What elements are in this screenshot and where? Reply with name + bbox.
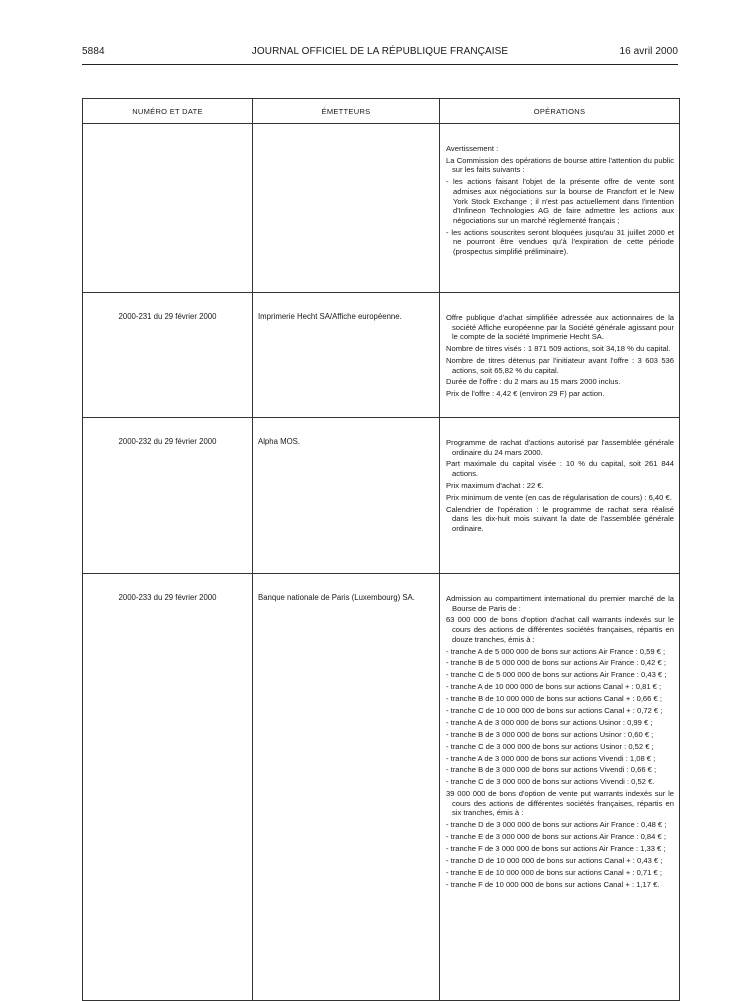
operation-paragraph: Prix minimum de vente (en cas de régularisation de cours) : 6,40 €. [446,492,672,502]
row-number-date: 2000-232 du 29 février 2000 [83,418,253,574]
operation-list-item: - tranche D de 10 000 000 de bons sur actions Canal + : 0,43 € ; [446,856,663,865]
operation-paragraph: Calendrier de l'opération : le programme de rachat sera réalisé dans les dix-huit mois suivant la date de l'assemblée générale ordinaire. [446,504,674,533]
operation-paragraph: Prix maximum d'achat : 22 €. [446,480,544,490]
operation-paragraph: Part maximale du capital visée : 10 % du capital, soit 261 844 actions. [446,459,674,479]
table-row [83,124,680,293]
page-number: 5884 [82,46,105,57]
row-number-date: 2000-233 du 29 février 2000 [83,574,253,1001]
operation-list-item: - tranche A de 5 000 000 de bons sur actions Air France : 0,59 € ; [446,646,666,656]
header-rule [82,64,678,65]
row-number-date [83,124,253,293]
table-row [83,574,680,1001]
row-issuer: Banque nationale de Paris (Luxembourg) SA. [253,574,440,1001]
operation-list-item: - tranche B de 10 000 000 de bons sur actions Canal + : 0,66 € ; [446,694,662,704]
operation-list-item: - tranche A de 3 000 000 de bons sur actions Vivendi : 1,08 € ; [446,753,656,763]
operation-list-item: - les actions faisant l'objet de la présente offre de vente sont admises aux négociations sur la bourse de Francfort et le New York Stock Exchange ; il n'est pas actuellement dans l'intention d'Infineon Technologies AG de faire admettre les actions aux négociations sur un marché réglementé français ; [446,177,674,225]
column-header-operations: OPÉRATIONS [440,99,680,124]
column-header-number-date: NUMÉRO ET DATE [83,99,253,124]
row-issuer [253,124,440,293]
operation-paragraph: Programme de rachat d'actions autorisé par l'assemblée générale ordinaire du 24 mars 2000. [446,438,674,457]
row-number-date: 2000-231 du 29 février 2000 [83,293,253,418]
row-operations [440,574,680,1001]
table-header-row [83,99,680,124]
operation-paragraph: Avertissement : [446,144,499,153]
operation-list-item: - tranche C de 5 000 000 de bons sur actions Air France : 0,43 € ; [446,670,667,680]
operation-paragraph: Nombre de titres visés : 1 871 509 actions, soit 34,18 % du capital. [446,344,671,354]
operation-paragraph: La Commission des opérations de bourse attire l'attention du public sur les faits suivants : [446,155,674,175]
operation-list-item: - tranche B de 3 000 000 de bons sur actions Vivendi : 0,66 € ; [446,765,657,775]
operation-list-item: - tranche C de 3 000 000 de bons sur actions Vivendi : 0,52 €. [446,777,655,787]
table-row [83,293,680,418]
row-operations [440,293,680,418]
column-header-issuers: ÉMETTEURS [253,99,440,124]
operation-paragraph: Admission au compartiment international du premier marché de la Bourse de Paris de : [446,594,674,613]
operation-list-item: - tranche B de 3 000 000 de bons sur actions Usinor : 0,60 € ; [446,729,654,739]
operation-list-item: - tranche A de 10 000 000 de bons sur actions Canal + : 0,81 € ; [446,682,662,692]
operation-list-item: - tranche C de 3 000 000 de bons sur actions Usinor : 0,52 € ; [446,741,654,751]
page-header [82,46,678,62]
operation-list-item: - tranche C de 10 000 000 de bons sur actions Canal + : 0,72 € ; [446,706,663,716]
row-operations [440,124,680,293]
operation-list-item: - les actions souscrites seront bloquées jusqu'au 31 juillet 2000 et ne pourront être vendues qu'à l'expiration de cette période (prospectus simplifié préliminaire). [446,227,674,256]
issue-date: 16 avril 2000 [619,46,678,57]
operation-list-item: - tranche B de 5 000 000 de bons sur actions Air France : 0,42 € ; [446,658,666,668]
operation-paragraph: Nombre de titres détenus par l'initiateur avant l'offre : 3 603 536 actions, soit 65,82 % du capital. [446,355,674,375]
table-row [83,418,680,574]
journal-title: JOURNAL OFFICIEL DE LA RÉPUBLIQUE FRANÇAISE [251,46,509,57]
operation-list-item: - tranche F de 3 000 000 de bons sur actions Air France : 1,33 € ; [446,844,666,854]
operation-paragraph: Prix de l'offre : 4,42 € (environ 29 F) par action. [446,389,605,399]
operation-list-item: - tranche F de 10 000 000 de bons sur actions Canal + : 1,17 €. [446,879,660,889]
operation-paragraph: 39 000 000 de bons d'option de vente put warrants indexés sur le cours des actions de différentes sociétés françaises, répartis en six tranches, émis à : [446,789,674,818]
row-operations [440,418,680,574]
operation-list-item: - tranche E de 3 000 000 de bons sur actions Air France : 0,84 € ; [446,832,666,842]
row-issuer: Imprimerie Hecht SA/Affiche européenne. [253,293,440,418]
operations-table [82,98,680,1001]
operation-list-item: - tranche A de 3 000 000 de bons sur actions Usinor : 0,99 € ; [446,717,653,727]
row-issuer: Alpha MOS. [253,418,440,574]
operation-paragraph: Durée de l'offre : du 2 mars au 15 mars 2000 inclus. [446,377,621,387]
operation-paragraph: Offre publique d'achat simplifiée adressée aux actionnaires de la société Affiche européenne par la Société générale agissant pour le compte de la société Imprimerie Hecht SA. [446,313,674,342]
operation-paragraph: 63 000 000 de bons d'option d'achat call warrants indexés sur le cours des actions de différentes sociétés françaises, répartis en douze tranches, émis à : [446,615,674,644]
operation-list-item: - tranche D de 3 000 000 de bons sur actions Air France : 0,48 € ; [446,820,667,830]
operation-list-item: - tranche E de 10 000 000 de bons sur actions Canal + : 0,71 € ; [446,867,662,877]
